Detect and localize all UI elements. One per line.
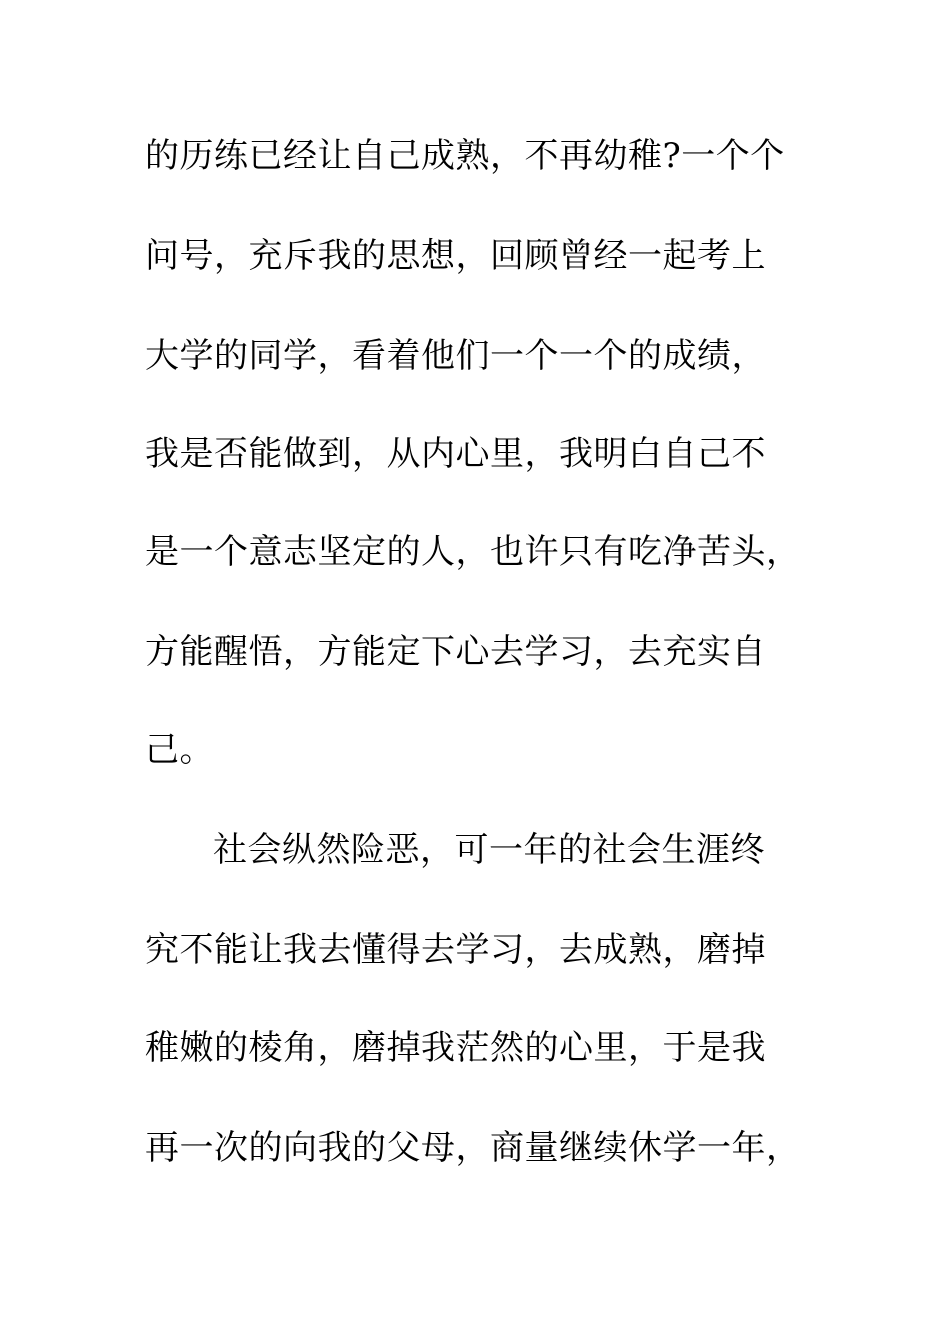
text-line: 大学的同学，看着他们一个一个的成绩， <box>145 336 766 376</box>
text-line: 是一个意志坚定的人，也许只有吃净苦头， <box>145 532 801 572</box>
text-line: 问号，充斥我的思想，回顾曾经一起考上 <box>145 236 766 276</box>
text-line: 的历练已经让自己成熟，不再幼稚?一个个 <box>145 136 785 176</box>
text-line: 己。 <box>145 730 214 770</box>
text-line: 稚嫩的棱角，磨掉我茫然的心里，于是我 <box>145 1028 766 1068</box>
text-line: 再一次的向我的父母，商量继续休学一年， <box>145 1128 801 1168</box>
paragraph-start-line: 社会纵然险恶，可一年的社会生涯终 <box>213 830 765 870</box>
text-line: 我是否能做到，从内心里，我明白自己不 <box>145 434 766 474</box>
text-line: 究不能让我去懂得去学习，去成熟，磨掉 <box>145 930 766 970</box>
text-line: 方能醒悟，方能定下心去学习，去充实自 <box>145 632 766 672</box>
